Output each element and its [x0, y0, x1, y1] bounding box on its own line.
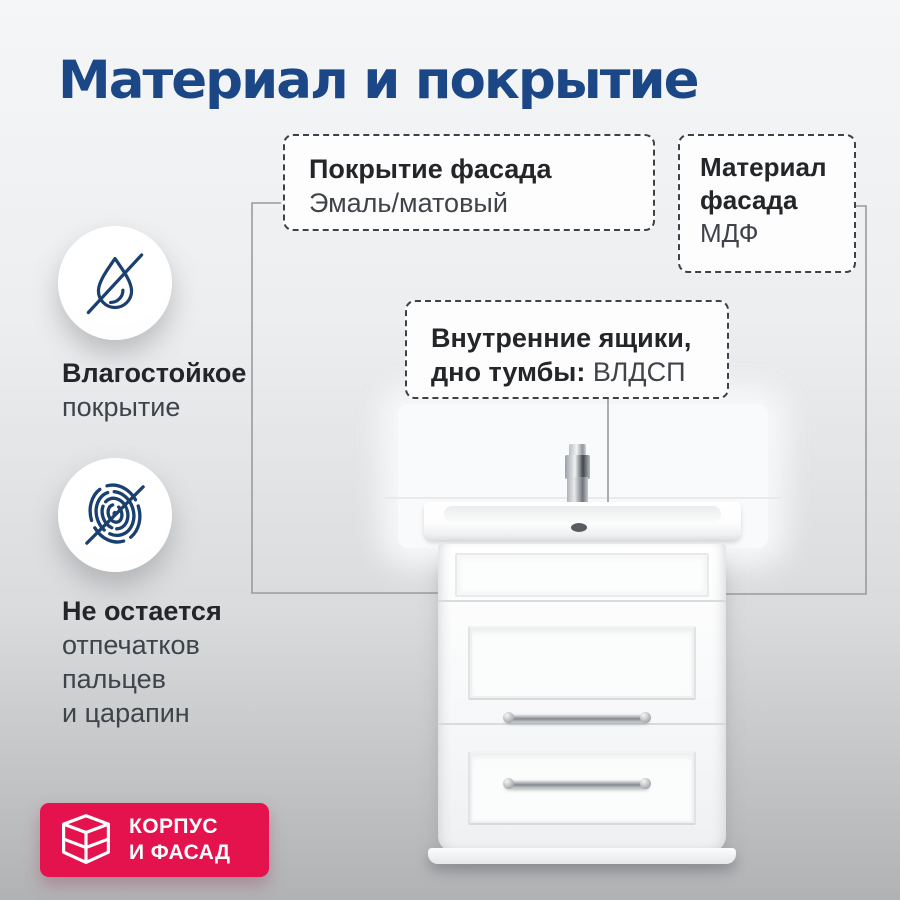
feature-label-no-fingerprints — [62, 594, 222, 730]
sink-basin — [444, 506, 721, 522]
callout-facade-coating — [283, 134, 655, 231]
callout-inner-drawers — [405, 300, 729, 399]
callout-title: Покрытие фасада — [309, 154, 552, 184]
faucet-head — [565, 455, 590, 479]
cabinet-apron-panel — [455, 553, 709, 597]
callout-title-line2 — [431, 355, 703, 389]
no-fingerprint-icon — [78, 478, 152, 552]
badge-label — [129, 814, 230, 866]
feature-circle-no-fingerprints — [58, 458, 172, 572]
callout-value: МДФ — [700, 218, 759, 248]
no-water-drop-icon — [79, 247, 151, 319]
drawer-panel — [468, 626, 696, 700]
callout-title: Материал фасада — [700, 152, 827, 215]
feature-line: покрытие — [62, 392, 181, 422]
feature-line: Не остается — [62, 596, 222, 626]
callout-title-bold: дно тумбы: — [431, 357, 586, 387]
callout-value: ВЛДСП — [592, 357, 686, 387]
drawer-panel — [468, 751, 696, 825]
drawer-handle — [505, 780, 649, 788]
page-title: Материал и покрытие — [58, 50, 698, 111]
vanity-cabinet — [438, 544, 726, 852]
cabinet-plinth — [428, 848, 736, 864]
drawer-top — [438, 602, 726, 723]
badge-label-line2: И ФАСАД — [129, 841, 231, 864]
tile-grout-vertical — [607, 398, 609, 497]
corpus-facade-badge — [40, 803, 269, 877]
feature-line: Влагостойкое — [62, 358, 247, 388]
ceramic-sink — [424, 502, 741, 540]
feature-line: отпечатков — [62, 630, 200, 660]
feature-label-waterproof — [62, 356, 246, 424]
callout-value: Эмаль/матовый — [309, 188, 508, 218]
drawer-handle — [505, 714, 649, 722]
drawer-bottom — [438, 725, 726, 852]
feature-line: и царапин — [62, 698, 190, 728]
sink-overflow-hole — [571, 523, 587, 532]
cabinet-box-icon — [58, 810, 114, 870]
callout-facade-material — [678, 134, 856, 273]
feature-circle-waterproof — [58, 226, 172, 340]
callout-title-line1: Внутренние ящики, — [431, 323, 692, 353]
badge-label-line1: КОРПУС — [129, 815, 218, 838]
feature-line: пальцев — [62, 664, 166, 694]
